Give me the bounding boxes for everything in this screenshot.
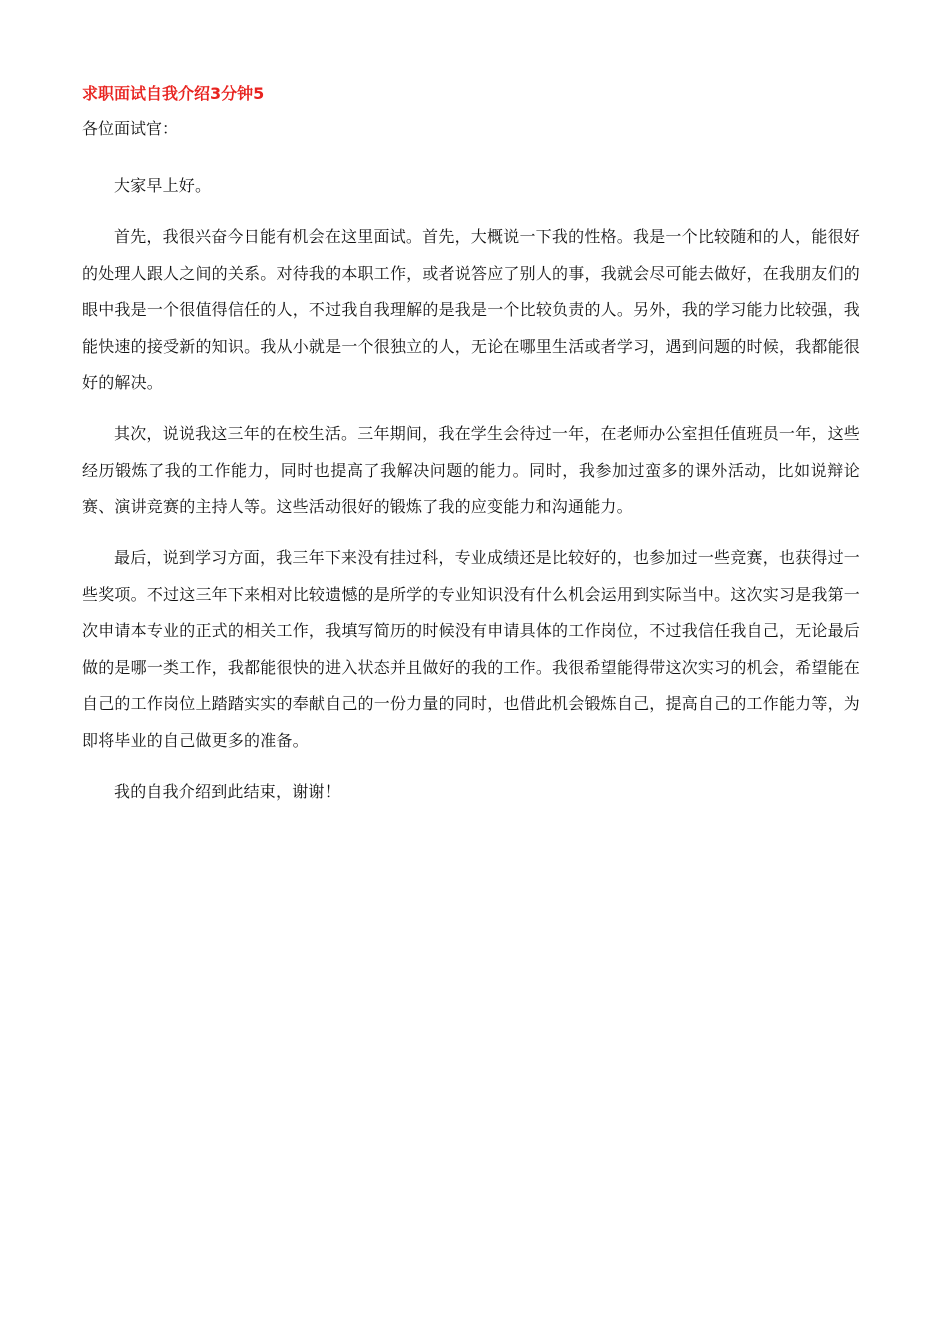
document-title: 求职面试自我介绍3分钟5 xyxy=(82,84,265,103)
salutation: 各位面试官： xyxy=(82,119,179,138)
paragraph-closing: 我的自我介绍到此结束，谢谢！ xyxy=(114,781,341,801)
paragraph-campus-life: 其次，说说我这三年的在校生活。三年期间，我在学生会待过一年，在老师办公室担任值班员一年，这些经历锻炼了我的工作能力，同时也提高了我解决问题的能力。同时，我参加过蛮多的课外活动，比如说辩论赛、演讲竞赛的主持人等。这些活动很好的锻炼了我的应变能力和沟通能力。 xyxy=(82,424,860,516)
document-body xyxy=(82,168,860,825)
paragraph-personality: 首先，我很兴奋今日能有机会在这里面试。首先，大概说一下我的性格。我是一个比较随和的人，能很好的处理人跟人之间的关系。对待我的本职工作，或者说答应了别人的事，我就会尽可能去做好，在我朋友们的眼中我是一个很值得信任的人，不过我自我理解的是我是一个比较负责的人。另外，我的学习能力比较强，我能快速的接受新的知识。我从小就是一个很独立的人，无论在哪里生活或者学习，遇到问题的时候，我都能很好的解决。 xyxy=(82,227,860,392)
paragraph-studies: 最后，说到学习方面，我三年下来没有挂过科，专业成绩还是比较好的，也参加过一些竞赛，也获得过一些奖项。不过这三年下来相对比较遗憾的是所学的专业知识没有什么机会运用到实际当中。这次实习是我第一次申请本专业的正式的相关工作，我填写简历的时候没有申请具体的工作岗位，不过我信任我自己，无论最后做的是哪一类工作，我都能很快的进入状态并且做好的我的工作。我很希望能得带这次实习的机会，希望能在自己的工作岗位上踏踏实实的奉献自己的一份力量的同时，也借此机会锻炼自己，提高自己的工作能力等，为即将毕业的自己做更多的准备。 xyxy=(82,548,860,750)
paragraph-greeting: 大家早上好。 xyxy=(114,176,212,195)
